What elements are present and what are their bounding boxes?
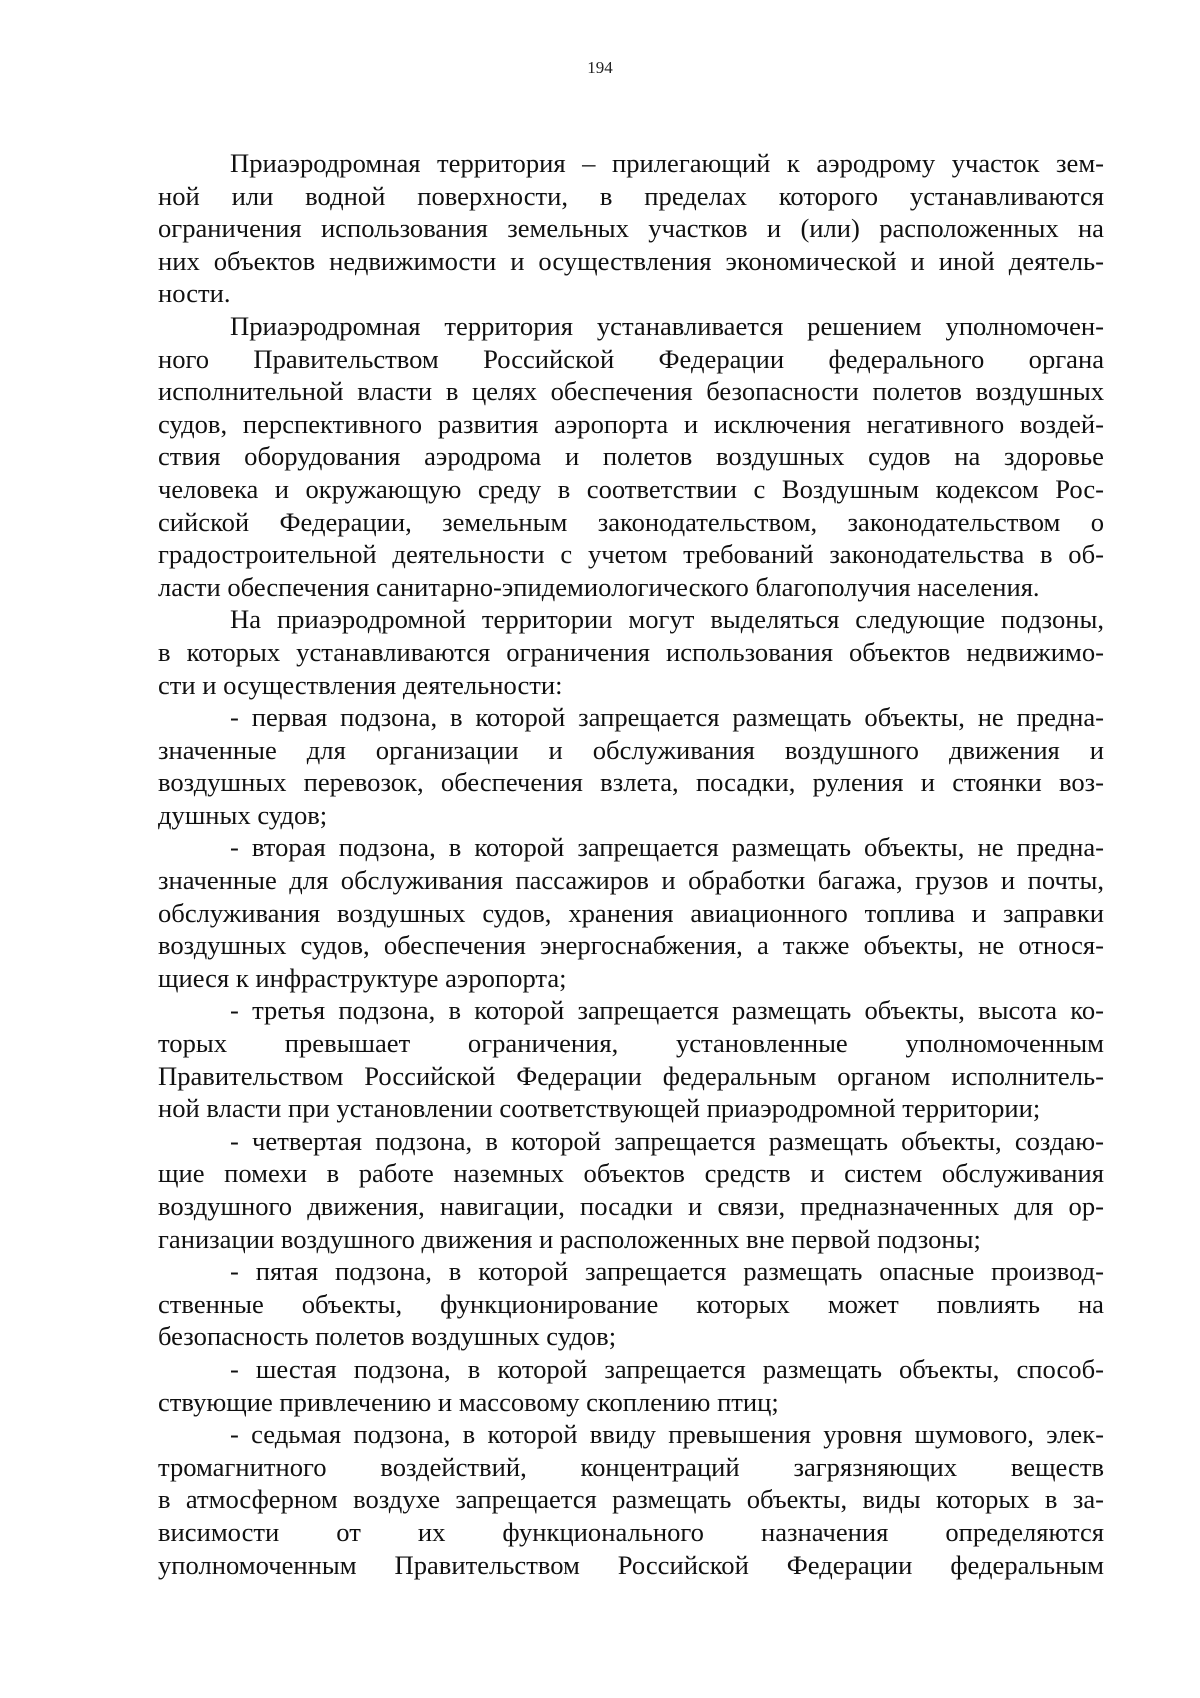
text-line: обслуживания воздушных судов, хранения авиационного топлива и заправки — [158, 897, 1104, 928]
text-line: значенные для организации и обслуживания воздушного движения и — [158, 734, 1104, 765]
text-line: Приаэродромная территория устанавливается решением уполномочен- — [230, 310, 1104, 341]
text-line: - вторая подзона, в которой запрещается размещать объекты, не предна- — [230, 832, 1104, 863]
text-line: - седьмая подзона, в которой ввиду превышения уровня шумового, элек- — [230, 1419, 1104, 1450]
text-line: значенные для обслуживания пассажиров и обработки багажа, грузов и почты, — [158, 865, 1104, 896]
text-line: ного Правительством Российской Федерации федерального органа — [158, 343, 1104, 374]
text-line: ласти обеспечения санитарно-эпидемиологического благополучия населения. — [158, 571, 1040, 602]
text-line: душных судов; — [158, 799, 328, 830]
text-line: ности. — [158, 278, 231, 309]
text-line: Правительством Российской Федерации федеральным органом исполнитель- — [158, 1060, 1104, 1091]
text-line: щие помехи в работе наземных объектов средств и систем обслуживания — [158, 1158, 1104, 1189]
text-line: градостроительной деятельности с учетом требований законодательства в об- — [158, 539, 1104, 570]
text-line: тромагнитного воздействий, концентраций загрязняющих веществ — [158, 1451, 1104, 1482]
text-line: человека и окружающую среду в соответствии с Воздушным кодексом Рос- — [158, 473, 1104, 504]
text-line: исполнительной власти в целях обеспечения безопасности полетов воздушных — [158, 376, 1104, 407]
text-line: - третья подзона, в которой запрещается размещать объекты, высота ко- — [230, 995, 1104, 1026]
text-line: ствующие привлечению и массовому скоплению птиц; — [158, 1386, 779, 1417]
text-line: воздушного движения, навигации, посадки и связи, предназначенных для ор- — [158, 1191, 1104, 1221]
text-line: ственные объекты, функционирование которых может повлиять на — [158, 1288, 1104, 1319]
text-line: На приаэродромной территории могут выделяться следующие подзоны, — [230, 604, 1104, 635]
text-line: - пятая подзона, в которой запрещается размещать опасные производ- — [230, 1256, 1104, 1287]
text-line: торых превышает ограничения, установленные уполномоченным — [158, 1028, 1104, 1059]
text-line: ганизации воздушного движения и расположенных вне первой подзоны; — [158, 1223, 981, 1254]
text-line: висимости от их функционального назначения определяются — [158, 1516, 1104, 1547]
text-line: уполномоченным Правительством Российской Федерации федеральным — [158, 1549, 1104, 1580]
text-line: щиеся к инфраструктуре аэропорта; — [158, 962, 567, 993]
text-line: ной власти при установлении соответствующей приаэродромной территории; — [158, 1093, 1041, 1124]
text-line: безопасность полетов воздушных судов; — [158, 1321, 617, 1352]
text-line: сти и осуществления деятельности: — [158, 669, 563, 700]
text-line: в которых устанавливаются ограничения использования объектов недвижимо- — [158, 636, 1104, 667]
text-line: - первая подзона, в которой запрещается размещать объекты, не предна- — [230, 702, 1104, 733]
text-line: ограничения использования земельных участков и (или) расположенных на — [158, 213, 1104, 244]
text-line: воздушных судов, обеспечения энергоснабжения, а также объекты, не относя- — [158, 930, 1104, 961]
body-text — [158, 147, 1104, 1581]
text-line: - четвертая подзона, в которой запрещается размещать объекты, создаю- — [230, 1125, 1104, 1156]
text-line: них объектов недвижимости и осуществления экономической и иной деятель- — [158, 245, 1104, 276]
text-line: Приаэродромная территория – прилегающий к аэродрому участок зем- — [230, 148, 1104, 178]
text-line: сийской Федерации, земельным законодательством, законодательством о — [158, 506, 1104, 537]
text-line: в атмосферном воздухе запрещается размещать объекты, виды которых в за- — [158, 1484, 1104, 1515]
text-line: - шестая подзона, в которой запрещается размещать объекты, способ- — [230, 1353, 1104, 1384]
page-number: 194 — [587, 58, 613, 77]
text-line: судов, перспективного развития аэропорта и исключения негативного воздей- — [158, 408, 1104, 439]
text-line: ствия оборудования аэродрома и полетов воздушных судов на здоровье — [158, 441, 1104, 472]
text-line: ной или водной поверхности, в пределах которого устанавливаются — [158, 180, 1104, 211]
text-line: воздушных перевозок, обеспечения взлета, посадки, руления и стоянки воз- — [158, 767, 1104, 798]
